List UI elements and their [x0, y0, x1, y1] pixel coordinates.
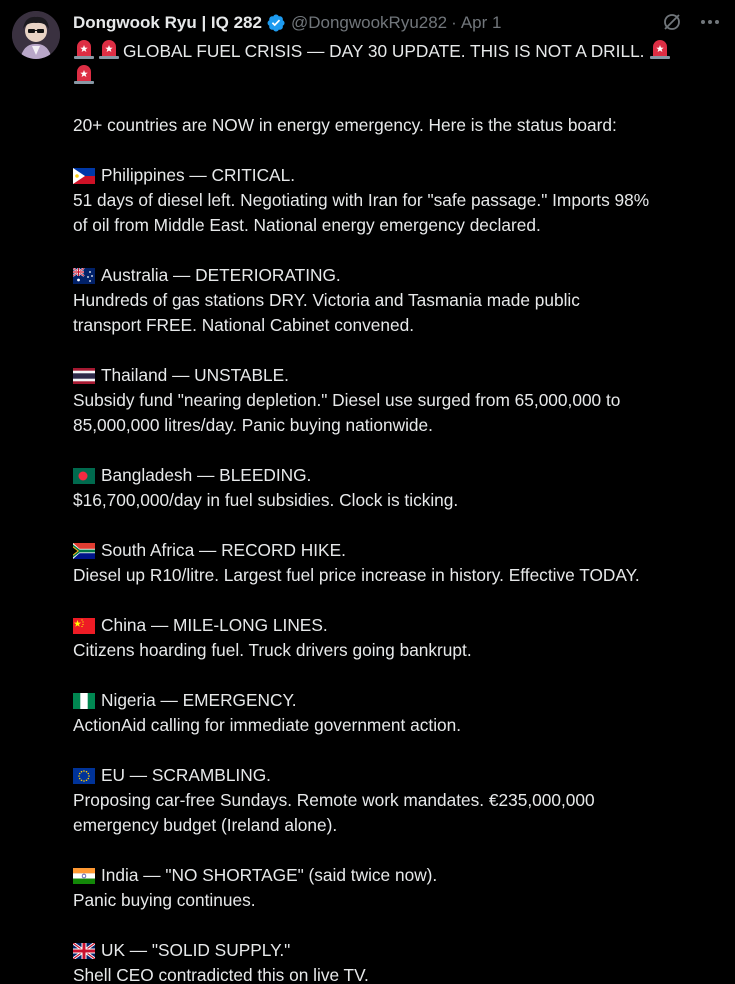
country-detail: Proposing car-free Sundays. Remote work mandates. €235,000,000 [73, 790, 595, 810]
country-detail: Hundreds of gas stations DRY. Victoria and Tasmania made public [73, 290, 580, 310]
thailand-flag-icon [73, 368, 95, 384]
avatar-image [12, 11, 60, 59]
country-heading [73, 163, 721, 188]
spacer [73, 838, 721, 863]
siren-icon [73, 63, 95, 85]
country-title: Philippines — CRITICAL. [101, 165, 296, 185]
country-title: Australia — DETERIORATING. [101, 265, 341, 285]
country-title: Nigeria — EMERGENCY. [101, 690, 297, 710]
china-flag-icon [73, 618, 95, 634]
headline-text: GLOBAL FUEL CRISIS — DAY 30 UPDATE. THIS IS NOT A DRILL. [123, 41, 645, 61]
handle[interactable]: @DongwookRyu282 [290, 13, 448, 32]
country-heading [73, 938, 721, 963]
country-title: India — "NO SHORTAGE" (said twice now). [101, 865, 438, 885]
country-heading [73, 688, 721, 713]
headline-line-2 [73, 63, 721, 88]
country-title: EU — SCRAMBLING. [101, 765, 271, 785]
philippines-flag-icon [73, 168, 95, 184]
country-detail: ActionAid calling for immediate government action. [73, 715, 462, 735]
tweet-text [73, 38, 721, 984]
siren-icon [73, 38, 95, 60]
country-heading [73, 263, 721, 288]
header-actions [661, 11, 721, 33]
spacer [73, 588, 721, 613]
country-heading [73, 763, 721, 788]
siren-icon [649, 38, 671, 60]
timestamp[interactable]: Apr 1 [460, 13, 502, 32]
australia-flag-icon [73, 268, 95, 284]
country-detail: Panic buying continues. [73, 890, 256, 910]
country-heading [73, 863, 721, 888]
country-heading [73, 463, 721, 488]
country-detail: Citizens hoarding fuel. Truck drivers going bankrupt. [73, 640, 472, 660]
nigeria-flag-icon [73, 693, 95, 709]
spacer [73, 513, 721, 538]
country-title: South Africa — RECORD HIKE. [101, 540, 346, 560]
intro-line: 20+ countries are NOW in energy emergency. Here is the status board: [73, 115, 617, 135]
india-flag-icon [73, 868, 95, 884]
country-detail: 51 days of diesel left. Negotiating with Iran for "safe passage." Imports 98% [73, 190, 650, 210]
grok-icon[interactable] [661, 11, 683, 33]
uk-flag-icon [73, 943, 95, 959]
country-detail: Subsidy fund "nearing depletion." Diesel use surged from 65,000,000 to [73, 390, 621, 410]
spacer [73, 338, 721, 363]
country-title: China — MILE-LONG LINES. [101, 615, 328, 635]
more-icon[interactable] [699, 11, 721, 33]
spacer [73, 238, 721, 263]
bangladesh-flag-icon [73, 468, 95, 484]
spacer [73, 438, 721, 463]
country-heading [73, 538, 721, 563]
spacer [73, 138, 721, 163]
country-detail: $16,700,000/day in fuel subsidies. Clock is ticking. [73, 490, 459, 510]
country-detail: 85,000,000 litres/day. Panic buying nationwide. [73, 415, 433, 435]
spacer [73, 663, 721, 688]
country-title: Thailand — UNSTABLE. [101, 365, 289, 385]
headline-line [73, 38, 721, 63]
spacer [73, 913, 721, 938]
tweet-header [73, 11, 501, 35]
avatar[interactable] [12, 11, 60, 59]
south-africa-flag-icon [73, 543, 95, 559]
display-name[interactable]: Dongwook Ryu | IQ 282 [73, 13, 262, 32]
country-detail: Diesel up R10/litre. Largest fuel price increase in history. Effective TODAY. [73, 565, 640, 585]
verified-badge-icon [266, 13, 286, 33]
country-heading [73, 613, 721, 638]
country-title: Bangladesh — BLEEDING. [101, 465, 312, 485]
country-detail: emergency budget (Ireland alone). [73, 815, 338, 835]
country-detail: of oil from Middle East. National energy emergency declared. [73, 215, 541, 235]
spacer [73, 88, 721, 113]
spacer [73, 738, 721, 763]
country-heading [73, 363, 721, 388]
siren-icon [98, 38, 120, 60]
eu-flag-icon [73, 768, 95, 784]
separator-dot: · [451, 13, 457, 32]
country-detail: Shell CEO contradicted this on live TV. [73, 965, 369, 984]
country-detail: transport FREE. National Cabinet convened. [73, 315, 415, 335]
country-title: UK — "SOLID SUPPLY." [101, 940, 291, 960]
